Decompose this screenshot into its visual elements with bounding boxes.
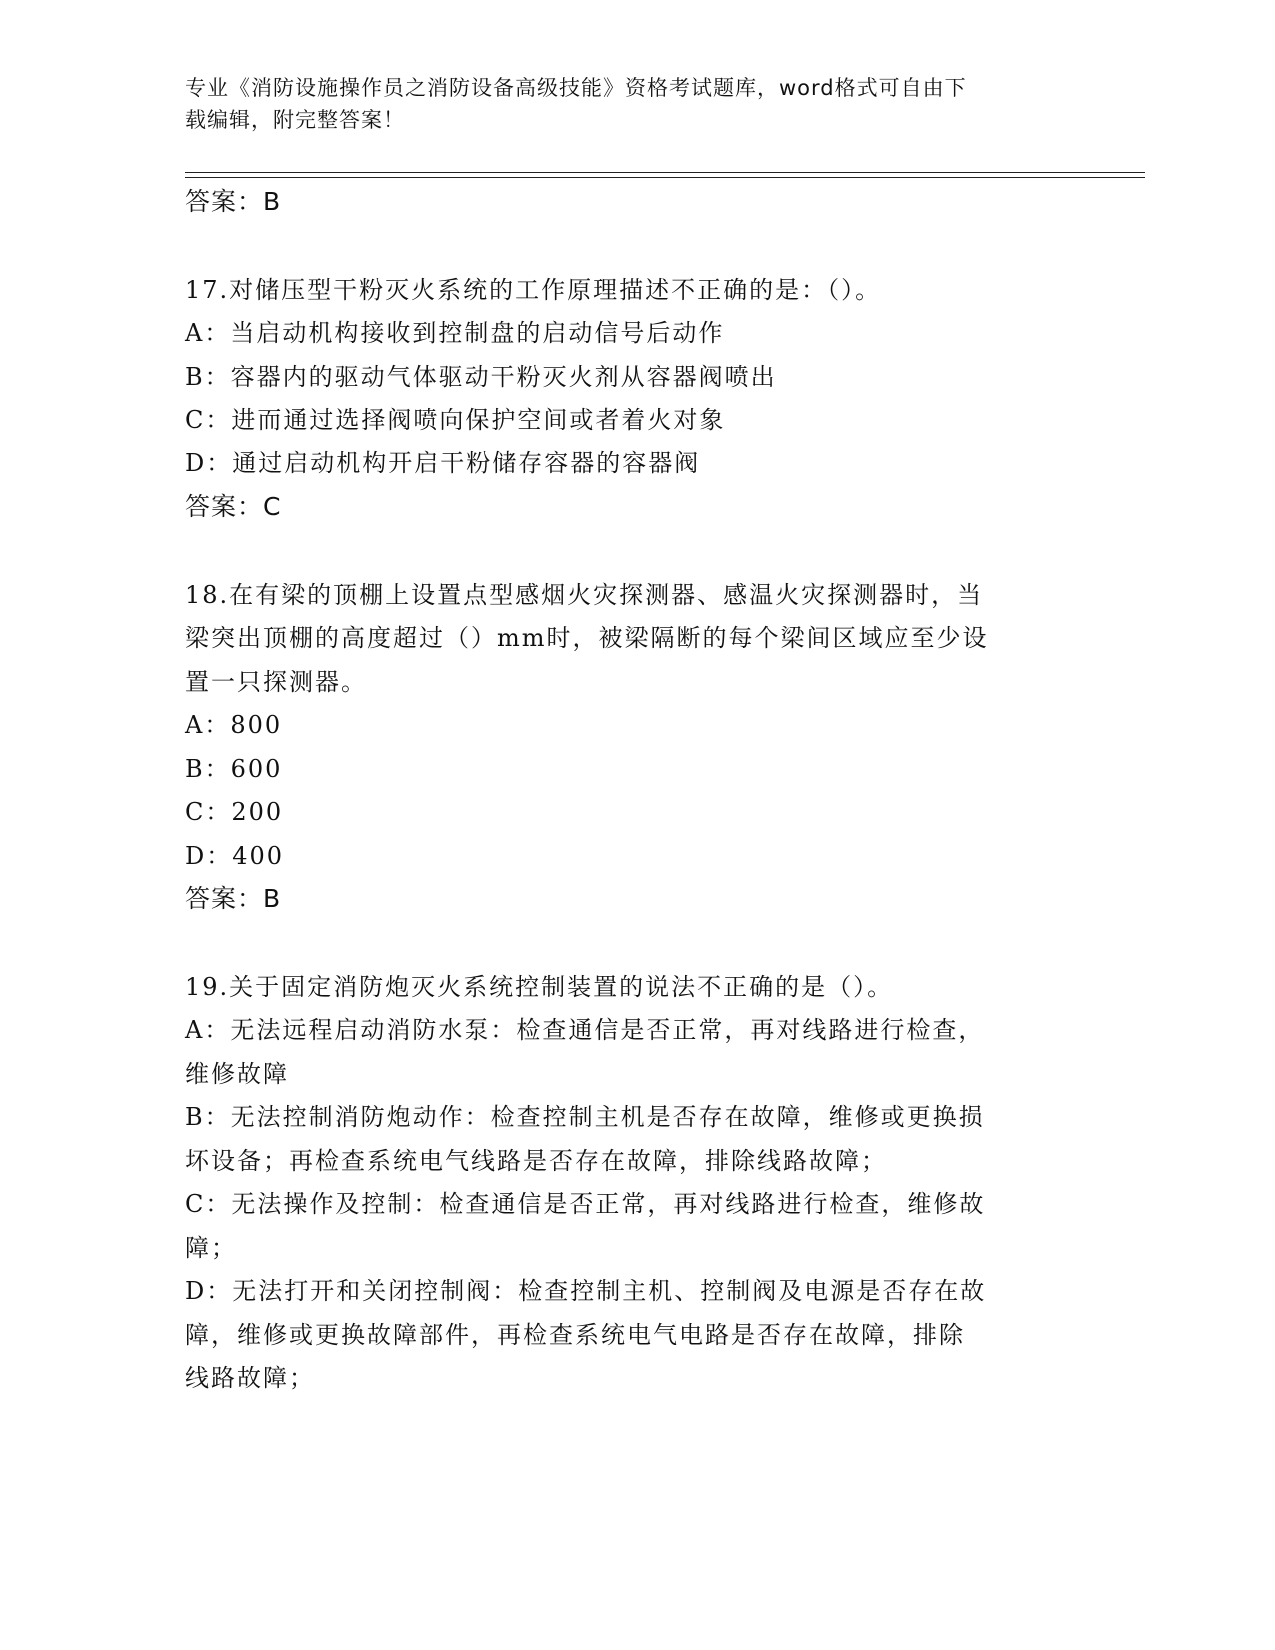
q18-option-a: A：800 [185,711,283,739]
q19-line-4: 坏设备；再检查系统电气线路是否存在故障，排除线路故障； [185,1147,887,1175]
q19-stem: 19.关于固定消防炮灭火系统控制装置的说法不正确的是（）。 [185,973,894,1001]
q18-answer: 答案：B [185,884,282,913]
q18-stem-line-1: 18.在有梁的顶棚上设置点型感烟火灾探测器、感温火灾探测器时，当 [185,581,984,609]
q19-line-7: D：无法打开和关闭控制阀：检查控制主机、控制阀及电源是否存在故 [185,1277,987,1305]
q18-option-c: C：200 [185,798,284,826]
q18-option-b: B：600 [185,755,283,783]
q17-option-a: A：当启动机构接收到控制盘的启动信号后动作 [185,319,725,347]
q19-line-2: 维修故障 [185,1060,289,1088]
q17-answer: 答案：C [185,492,282,521]
q17-option-c: C：进而通过选择阀喷向保护空间或者着火对象 [185,406,726,434]
document-header [185,72,1065,136]
q19-line-9: 线路故障； [185,1364,315,1392]
answer-16: 答案：B [185,187,282,216]
q18-option-d: D：400 [185,842,285,870]
header-rule-thin [185,177,1145,178]
q19-line-5: C：无法操作及控制：检查通信是否正常，再对线路进行检查，维修故 [185,1190,986,1218]
q18-stem-line-2: 梁突出顶棚的高度超过（）mm时，被梁隔断的每个梁间区域应至少设 [185,624,989,652]
q19-line-8: 障，维修或更换故障部件，再检查系统电气电路是否存在故障，排除 [185,1321,965,1349]
q19-line-6: 障； [185,1234,237,1262]
q18-stem-line-3: 置一只探测器。 [185,668,367,696]
q19-line-3: B：无法控制消防炮动作：检查控制主机是否存在故障，维修或更换损 [185,1103,985,1131]
q19-line-1: A：无法远程启动消防水泵：检查通信是否正常，再对线路进行检查， [185,1016,985,1044]
header-line-1: 专业《消防设施操作员之消防设备高级技能》资格考试题库，word格式可自由下 [185,76,967,100]
q17-option-b: B：容器内的驱动气体驱动干粉灭火剂从容器阀喷出 [185,363,777,391]
q17-option-d: D：通过启动机构开启干粉储存容器的容器阀 [185,449,701,477]
header-rule-thick [185,172,1145,173]
header-line-2: 载编辑，附完整答案！ [185,108,405,132]
q17-stem: 17.对储压型干粉灭火系统的工作原理描述不正确的是：（）。 [185,276,882,304]
